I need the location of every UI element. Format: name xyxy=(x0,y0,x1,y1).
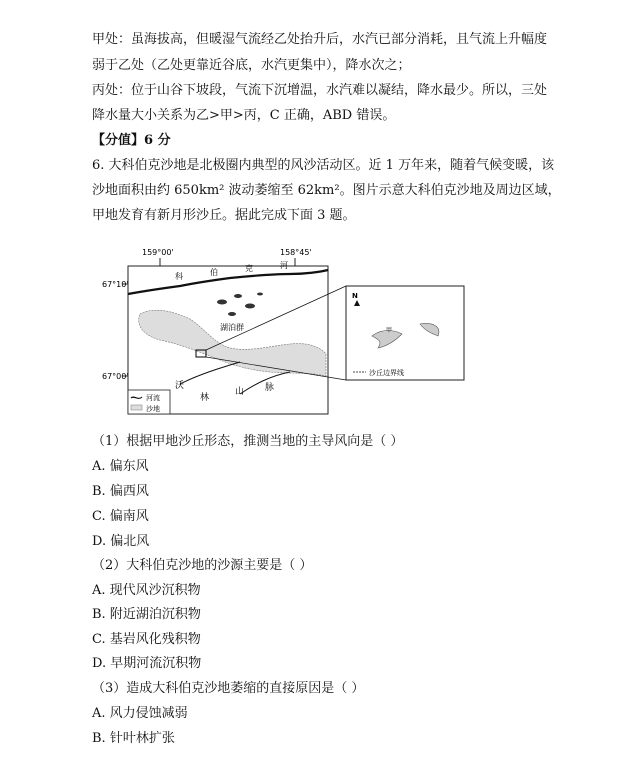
mountain-label-4: 脉 xyxy=(265,383,275,393)
lake-label: 湖泊群 xyxy=(220,323,244,332)
score-label: 【分值】6 分 xyxy=(92,133,171,148)
mountain-label-2: 林 xyxy=(200,393,210,403)
mountain-label-3: 山 xyxy=(235,387,245,397)
question-stem: 6. 大科伯克沙地是北极圈内典型的风沙活动区。近 1 万年来，随着气候变暖，该 xyxy=(92,158,555,173)
option-b: B. 针叶林扩张 xyxy=(92,731,175,746)
lon-label-2: 158°45' xyxy=(280,248,312,257)
paragraph-line: 弱于乙处（乙处更靠近谷底，水汽更集中），降水次之； xyxy=(92,58,411,73)
paragraph-line: 甲处：虽海拔高，但暖湿气流经乙处抬升后，水汽已部分消耗，且气流上升幅度 xyxy=(92,32,548,47)
river-label-4: 河 xyxy=(280,261,288,270)
option-a: A. 风力侵蚀减弱 xyxy=(92,706,188,721)
legend-sand-label: 沙地 xyxy=(146,405,160,413)
lake xyxy=(228,312,236,316)
sub-question: （2）大科伯克沙地的沙源主要是（ ） xyxy=(92,558,313,573)
option-b: B. 偏西风 xyxy=(92,484,149,499)
option-c: C. 偏南风 xyxy=(92,509,149,524)
legend-sand-symbol xyxy=(131,405,142,410)
option-a: A. 偏东风 xyxy=(92,459,149,474)
inset-frame xyxy=(346,286,464,380)
north-label: N xyxy=(352,292,358,300)
inset-jia-label: 甲 xyxy=(386,327,393,334)
question-stem: 沙地面积由约 650km² 波动萎缩至 62km²。图片示意大科伯克沙地及周边区域， xyxy=(92,183,561,198)
option-a: A. 现代风沙沉积物 xyxy=(92,583,201,598)
river-label-1: 科 xyxy=(175,272,183,281)
question-stem: 甲地发育有新月形沙丘。据此完成下面 3 题。 xyxy=(92,208,356,223)
map-figure xyxy=(102,244,466,416)
lat-label-1: 67°10' xyxy=(102,280,129,289)
lon-label-1: 159°00' xyxy=(142,248,174,257)
river-label-2: 伯 xyxy=(210,268,218,277)
paragraph-line: 降水量大小关系为乙>甲>丙，C 正确，ABD 错误。 xyxy=(92,108,396,123)
lake xyxy=(217,300,227,305)
option-d: D. 偏北风 xyxy=(92,534,150,549)
lake xyxy=(257,293,263,296)
inset-legend-label: 沙丘边界线 xyxy=(369,369,404,377)
lake xyxy=(245,304,255,309)
river-label-3: 克 xyxy=(245,264,253,273)
paragraph-line: 丙处：位于山谷下坡段，气流下沉增温，水汽难以凝结，降水最少。所以，三处 xyxy=(92,83,548,98)
sub-question: （3）造成大科伯克沙地萎缩的直接原因是（ ） xyxy=(92,681,365,696)
lat-label-2: 67°00' xyxy=(102,372,129,381)
option-c: C. 基岩风化残积物 xyxy=(92,632,201,647)
option-b: B. 附近湖泊沉积物 xyxy=(92,607,201,622)
lake xyxy=(234,294,242,298)
legend-river-label: 河流 xyxy=(146,394,160,402)
mountain-label-1: 沃 xyxy=(175,381,185,391)
option-d: D. 早期河流沉积物 xyxy=(92,656,202,671)
sub-question: （1）根据甲地沙丘形态，推测当地的主导风向是（ ） xyxy=(92,434,404,449)
